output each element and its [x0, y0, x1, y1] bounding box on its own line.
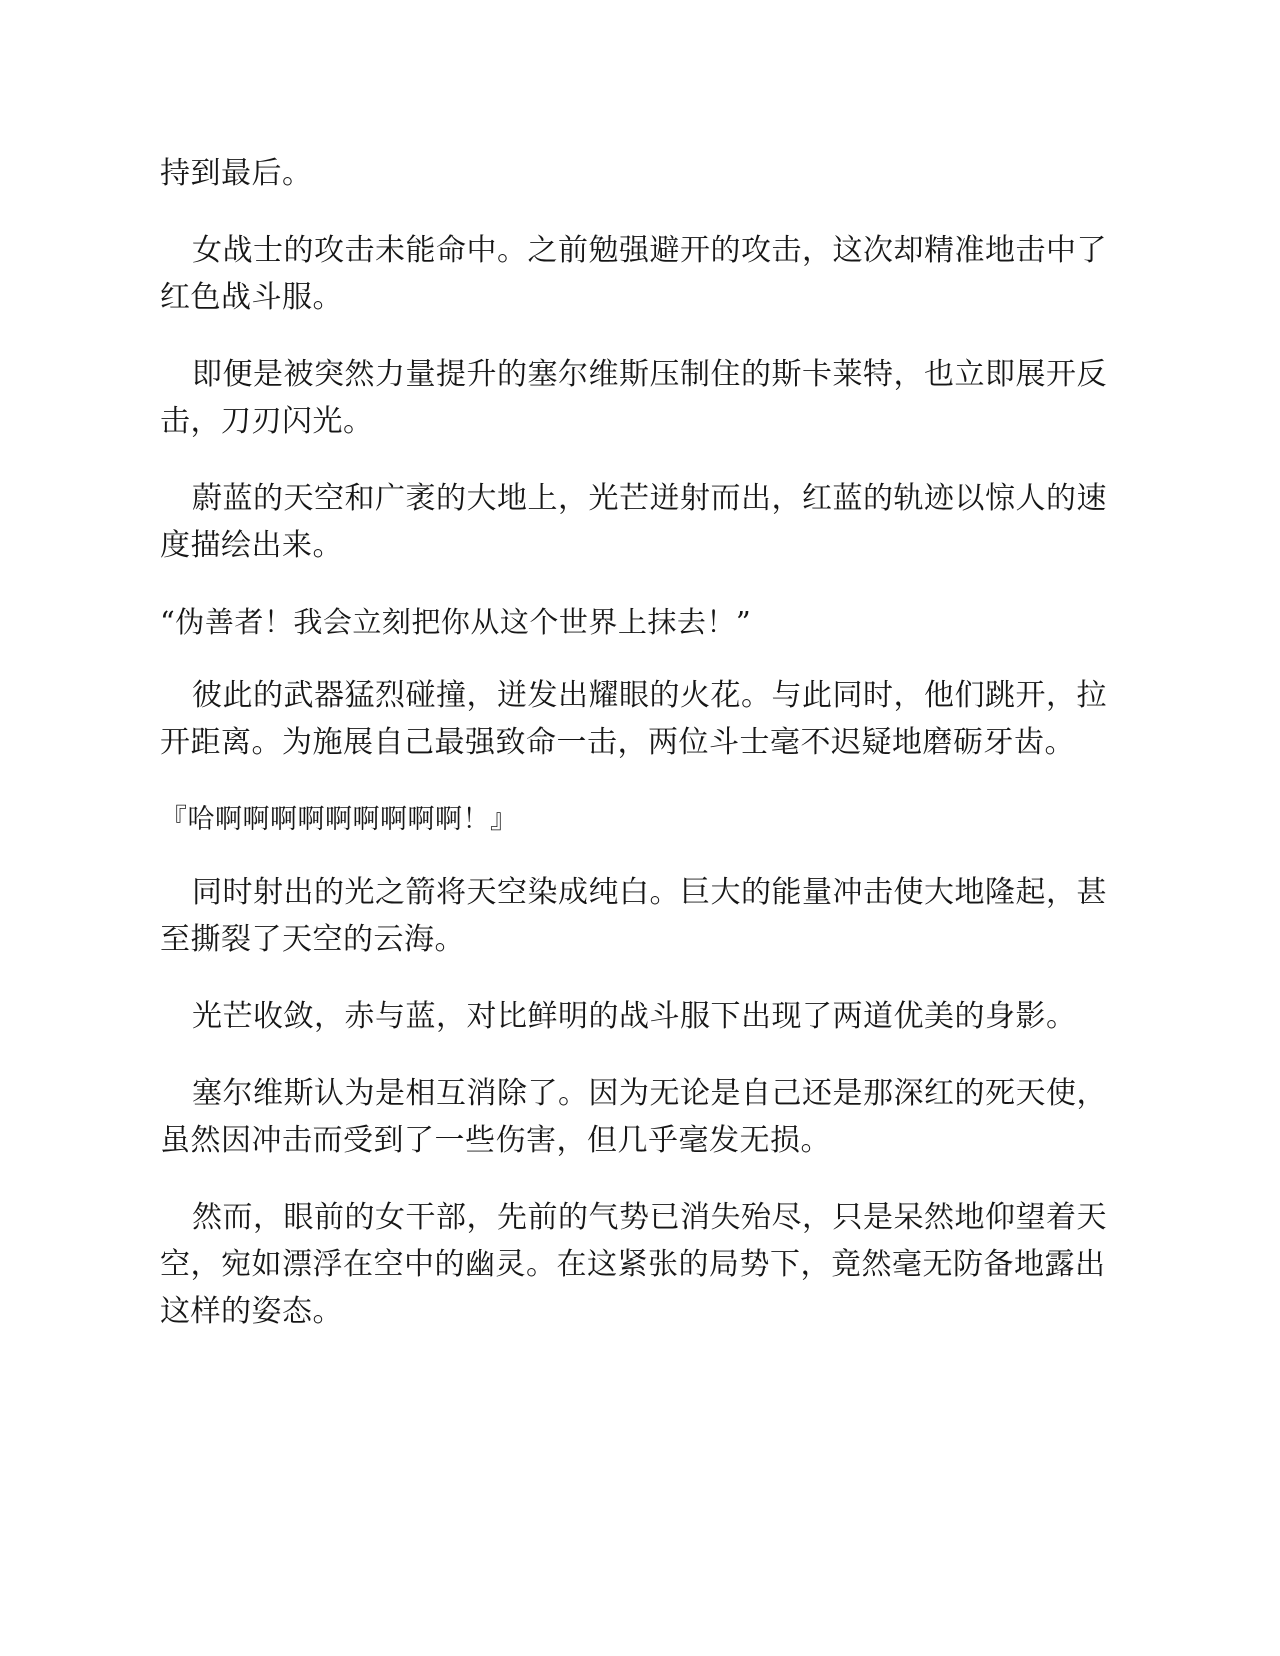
paragraph: 女战士的攻击未能命中。之前勉强避开的攻击，这次却精准地击中了红色战斗服。	[160, 233, 1107, 315]
paragraph: 持到最后。	[160, 156, 313, 191]
paragraph: 同时射出的光之箭将天空染成纯白。巨大的能量冲击使大地隆起，甚至撕裂了天空的云海。	[160, 875, 1107, 957]
dialogue-line: “伪善者！我会立刻把你从这个世界上抹去！”	[160, 605, 752, 639]
paragraph: 彼此的武器猛烈碰撞，迸发出耀眼的火花。与此同时，他们跳开，拉开距离。为施展自己最强致命一击，两位斗士毫不迟疑地磨砺牙齿。	[160, 678, 1107, 760]
paragraph: 光芒收敛，赤与蓝，对比鲜明的战斗服下出现了两道优美的身影。	[192, 999, 1077, 1034]
dialogue-shout: 『哈啊啊啊啊啊啊啊啊啊！』	[160, 804, 518, 835]
paragraph: 然而，眼前的女干部，先前的气势已消失殆尽，只是呆然地仰望着天空，宛如漂浮在空中的幽灵。在这紧张的局势下，竟然毫无防备地露出这样的姿态。	[160, 1200, 1107, 1329]
paragraph: 即便是被突然力量提升的塞尔维斯压制住的斯卡莱特，也立即展开反击，刀刃闪光。	[160, 357, 1107, 439]
body-text	[160, 150, 1110, 1365]
paragraph: 塞尔维斯认为是相互消除了。因为无论是自己还是那深红的死天使，虽然因冲击而受到了一些伤害，但几乎毫发无损。	[160, 1076, 1107, 1158]
paragraph: 蔚蓝的天空和广袤的大地上，光芒迸射而出，红蓝的轨迹以惊人的速度描绘出来。	[160, 481, 1107, 563]
